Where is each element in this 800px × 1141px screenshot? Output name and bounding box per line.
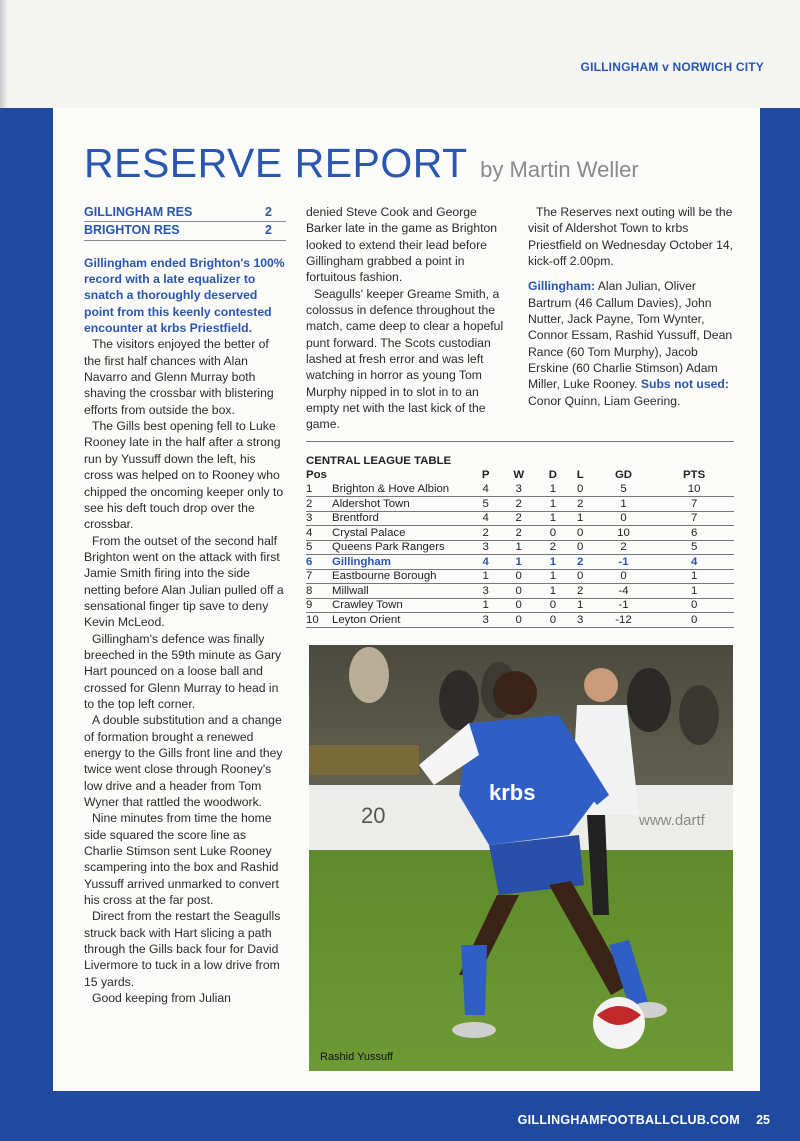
league-pts-cell: 6 <box>654 526 734 541</box>
league-pts-cell: 1 <box>654 569 734 584</box>
league-team-cell: Aldershot Town <box>332 497 472 512</box>
league-drawn-cell: 1 <box>538 584 568 599</box>
lineup-text: Alan Julian, Oliver Bartrum (46 Callum Davies), John Nutter, Jack Payne, Tom Wynter, Connor Essam, Rashid Yussuff, Dean Rance (60 Tom Murphy), Jacob Erskine (60 Charlie Stimson) Adam Miller, Luke Rooney. <box>528 279 733 392</box>
league-drawn-cell: 1 <box>538 482 568 497</box>
league-drawn-cell: 0 <box>538 598 568 613</box>
league-team-cell: Millwall <box>332 584 472 599</box>
league-lost-cell: 0 <box>568 540 593 555</box>
col-header-won: W <box>513 469 525 481</box>
article-paragraph: Seagulls' keeper Greame Smith, a colossus in defence throughout the match, came deep to clear a hopeful punt forward. The Scots custodian lashed at fresh error and was left watching in horror as young Tom Murphy nipped in to slot in to an empty net with the last kick of the game. <box>306 286 504 432</box>
league-row <box>306 511 734 526</box>
league-pos-cell: 5 <box>306 540 332 555</box>
league-pts-cell: 7 <box>654 497 734 512</box>
league-row <box>306 569 734 584</box>
player-boot <box>452 1022 496 1038</box>
league-pts-cell: 10 <box>654 482 734 497</box>
board-text: www.dartf <box>639 812 705 829</box>
article-paragraph: The visitors enjoyed the better of the first half chances with Alan Navarro and Glenn Murray both shaving the crossbar with blistering efforts from outside the box. <box>84 337 274 417</box>
league-lost-cell: 1 <box>568 598 593 613</box>
league-lost-cell: 1 <box>568 511 593 526</box>
article-paragraph: Direct from the restart the Seagulls struck back with Hart slicing a path through the Gills back four for David Livermore to tuck in a low drive from 15 yards. <box>84 909 281 989</box>
league-drawn-cell: 0 <box>538 613 568 628</box>
player-sock-left <box>461 945 487 1015</box>
league-pos-cell: 1 <box>306 482 332 497</box>
league-won-cell: 2 <box>499 511 538 526</box>
stand-wall <box>309 745 419 775</box>
league-won-cell: 0 <box>499 584 538 599</box>
league-won-cell: 0 <box>499 613 538 628</box>
league-team-cell: Brighton & Hove Albion <box>332 482 472 497</box>
photo-caption: Rashid Yussuff <box>320 1051 393 1063</box>
league-gd-cell: -1 <box>593 555 654 570</box>
league-team-cell: Crawley Town <box>332 598 472 613</box>
league-won-cell: 1 <box>499 555 538 570</box>
footer-website: GILLINGHAMFOOTBALLCLUB.COM <box>517 1113 740 1127</box>
spectator <box>439 670 479 730</box>
league-pos-cell: 6 <box>306 555 332 570</box>
league-pts-cell: 0 <box>654 598 734 613</box>
article-paragraph: Gillingham's defence was finally breeched in the 59th minute as Gary Hart pounced on a loose ball and crossed for Glenn Murray to head in to the top left corner. <box>84 631 282 711</box>
page-title: RESERVE REPORT <box>84 140 468 186</box>
league-gd-cell: 0 <box>593 511 654 526</box>
league-gd-cell: -1 <box>593 598 654 613</box>
league-won-cell: 2 <box>499 526 538 541</box>
league-pts-cell: 1 <box>654 584 734 599</box>
league-pts-cell: 5 <box>654 540 734 555</box>
article-paragraph: The Gills best opening fell to Luke Rooney late in the half after a strong run by Yussuff down the left, his cross was helped on to Rooney who chipped the oncoming keeper only to see his deft touch drop over the crossbar. <box>84 419 284 532</box>
top-band <box>0 0 800 108</box>
league-gd-cell: -4 <box>593 584 654 599</box>
article-paragraph: Nine minutes from time the home side squared the score line as Charlie Stimson sent Luke Rooney scampering into the box and Rashid Yussuff arrived unmarked to convert his cross at the far post. <box>84 811 279 908</box>
col-header-pos: Pos <box>306 469 327 481</box>
league-header-row <box>306 468 734 482</box>
player-head <box>493 671 537 715</box>
league-won-cell: 3 <box>499 482 538 497</box>
score-row <box>84 204 286 222</box>
league-won-cell: 0 <box>499 598 538 613</box>
byline: by Martin Weller <box>480 157 639 182</box>
league-team-cell: Gillingham <box>332 555 472 570</box>
league-drawn-cell: 1 <box>538 511 568 526</box>
article-column-2 <box>306 204 512 433</box>
league-pos-cell: 9 <box>306 598 332 613</box>
spectator <box>349 647 389 703</box>
league-table-body <box>306 482 734 627</box>
league-pos-cell: 10 <box>306 613 332 628</box>
league-row <box>306 497 734 512</box>
league-pos-cell: 3 <box>306 511 332 526</box>
league-lost-cell: 0 <box>568 569 593 584</box>
league-row <box>306 598 734 613</box>
article-paragraph: Good keeping from Julian <box>92 991 231 1006</box>
league-row <box>306 482 734 497</box>
spectator <box>679 685 719 745</box>
league-table <box>306 468 734 628</box>
league-table-title: CENTRAL LEAGUE TABLE <box>306 455 452 467</box>
score-team: BRIGHTON RES <box>84 222 253 240</box>
page-gutter-shadow <box>0 0 8 108</box>
league-lost-cell: 2 <box>568 497 593 512</box>
league-played-cell: 1 <box>472 569 499 584</box>
league-gd-cell: 10 <box>593 526 654 541</box>
league-won-cell: 2 <box>499 497 538 512</box>
subs-text: Conor Quinn, Liam Geering. <box>528 393 681 408</box>
league-gd-cell: -12 <box>593 613 654 628</box>
league-row <box>306 540 734 555</box>
league-gd-cell: 5 <box>593 482 654 497</box>
league-pts-cell: 7 <box>654 511 734 526</box>
league-lost-cell: 0 <box>568 482 593 497</box>
league-played-cell: 4 <box>472 555 499 570</box>
league-lost-cell: 2 <box>568 555 593 570</box>
league-row <box>306 613 734 628</box>
spectator <box>627 668 671 732</box>
league-won-cell: 0 <box>499 569 538 584</box>
league-pos-cell: 8 <box>306 584 332 599</box>
league-pos-cell: 7 <box>306 569 332 584</box>
article-paragraph: denied Steve Cook and George Barker late in the game as Brighton looked to extend their lead before Gillingham grabbed a point in fortuitous fashion. <box>306 205 498 285</box>
league-played-cell: 3 <box>472 584 499 599</box>
match-photo <box>309 645 733 1071</box>
lineup-label: Gillingham: <box>528 279 596 294</box>
lineup-paragraph <box>528 278 734 409</box>
page-number: 25 <box>756 1113 770 1127</box>
league-row <box>306 584 734 599</box>
league-gd-cell: 0 <box>593 569 654 584</box>
score-row <box>84 222 286 240</box>
league-gd-cell: 1 <box>593 497 654 512</box>
league-drawn-cell: 2 <box>538 540 568 555</box>
league-drawn-cell: 1 <box>538 497 568 512</box>
league-played-cell: 5 <box>472 497 499 512</box>
league-drawn-cell: 0 <box>538 526 568 541</box>
article-paragraph: From the outset of the second half Brighton went on the attack with first Jamie Smith firing into the side netting before Alan Julian pulled off a sensational finger tip save to deny Kevin McLeod. <box>84 533 284 630</box>
league-pts-cell: 4 <box>654 555 734 570</box>
league-played-cell: 1 <box>472 598 499 613</box>
col-header-pts: PTS <box>683 469 706 481</box>
score-team: GILLINGHAM RES <box>84 204 253 222</box>
league-lost-cell: 2 <box>568 584 593 599</box>
article-column-1 <box>84 204 286 1007</box>
opponent-head <box>584 668 618 702</box>
league-pts-cell: 0 <box>654 613 734 628</box>
title-row <box>84 140 639 187</box>
league-team-cell: Eastbourne Borough <box>332 569 472 584</box>
league-row <box>306 526 734 541</box>
match-header: GILLINGHAM v NORWICH CITY <box>580 60 764 74</box>
article-intro: Gillingham ended Brighton's 100% record with a late equalizer to snatch a thoroughly deserved point from this keenly contested encounter at krbs Priestfield. <box>84 255 285 336</box>
league-lost-cell: 3 <box>568 613 593 628</box>
subs-label: Subs not used: <box>640 377 729 392</box>
league-team-cell: Queens Park Rangers <box>332 540 472 555</box>
article-column-3 <box>528 204 734 409</box>
league-played-cell: 4 <box>472 511 499 526</box>
col-header-lost: L <box>576 469 584 481</box>
photo-illustration <box>309 645 733 1071</box>
league-team-cell: Crystal Palace <box>332 526 472 541</box>
league-table-section <box>306 455 734 628</box>
score-goals: 2 <box>253 222 286 240</box>
score-table <box>84 204 286 241</box>
col-header-gd: GD <box>614 469 633 481</box>
league-drawn-cell: 1 <box>538 569 568 584</box>
shirt-sponsor: krbs <box>489 780 536 805</box>
league-played-cell: 2 <box>472 526 499 541</box>
divider <box>306 441 734 442</box>
league-team-cell: Leyton Orient <box>332 613 472 628</box>
league-row <box>306 555 734 570</box>
league-won-cell: 1 <box>499 540 538 555</box>
league-pos-cell: 4 <box>306 526 332 541</box>
league-gd-cell: 2 <box>593 540 654 555</box>
league-played-cell: 3 <box>472 540 499 555</box>
league-lost-cell: 0 <box>568 526 593 541</box>
league-team-cell: Brentford <box>332 511 472 526</box>
article-paragraph: The Reserves next outing will be the visit of Aldershot Town to krbs Priestfield on Wednesday October 14, kick-off 2.00pm. <box>528 205 734 269</box>
score-goals: 2 <box>253 204 286 222</box>
league-played-cell: 4 <box>472 482 499 497</box>
col-header-played: P <box>481 469 490 481</box>
article-paragraph: A double substitution and a change of formation brought a renewed energy to the Gills front line and they twice went close through Rooney's low drive and a header from Tom Wyner that rattled the woodwork. <box>84 713 283 810</box>
league-pos-cell: 2 <box>306 497 332 512</box>
col-header-drawn: D <box>548 469 557 481</box>
league-played-cell: 3 <box>472 613 499 628</box>
board-number: 20 <box>361 803 386 828</box>
league-drawn-cell: 1 <box>538 555 568 570</box>
